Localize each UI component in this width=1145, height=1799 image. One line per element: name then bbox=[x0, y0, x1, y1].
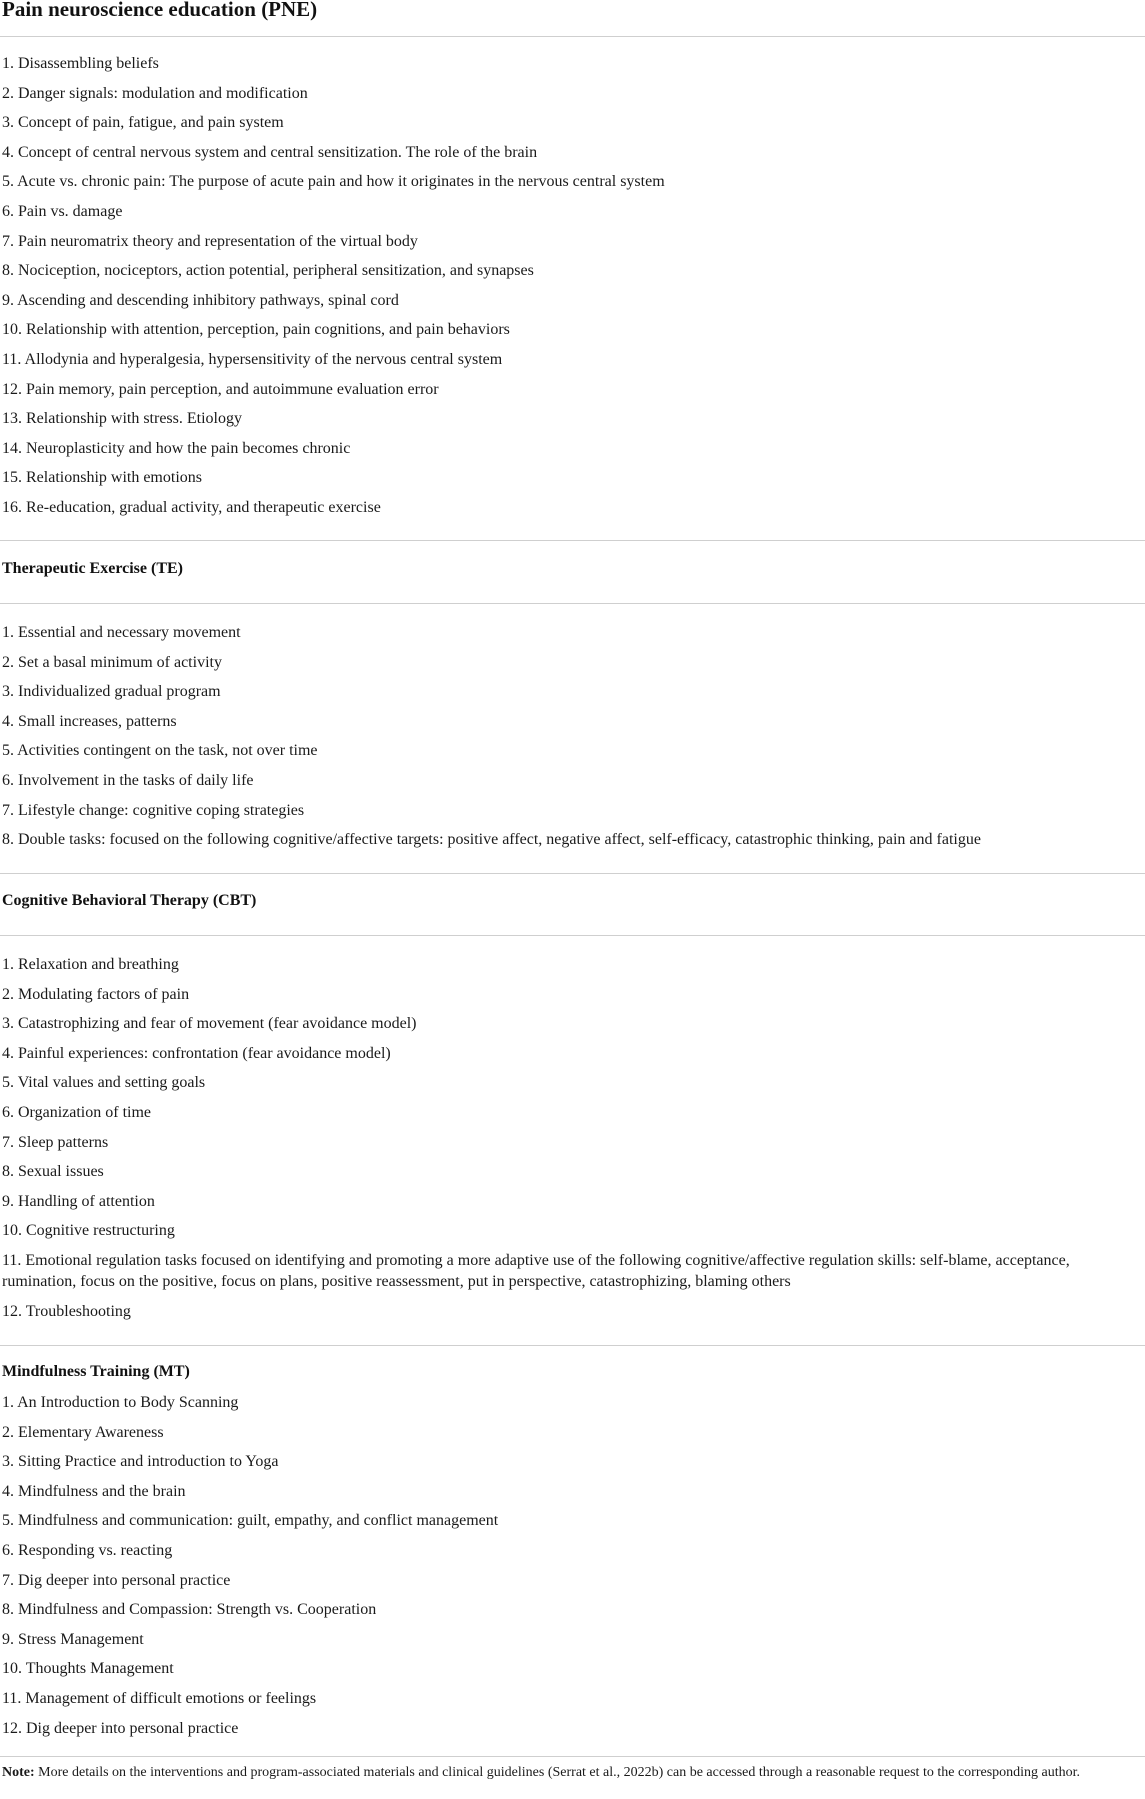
list-item: 2. Elementary Awareness bbox=[2, 1424, 164, 1441]
list-item: 2. Danger signals: modulation and modification bbox=[2, 85, 308, 102]
list-item: 10. Thoughts Management bbox=[2, 1660, 174, 1677]
list-item: 13. Relationship with stress. Etiology bbox=[2, 410, 242, 427]
list-item: 1. An Introduction to Body Scanning bbox=[2, 1394, 239, 1411]
list-item: 2. Set a basal minimum of activity bbox=[2, 654, 222, 671]
list-item: 7. Dig deeper into personal practice bbox=[2, 1572, 231, 1589]
list-item: 2. Modulating factors of pain bbox=[2, 986, 190, 1003]
list-item: 9. Handling of attention bbox=[2, 1193, 155, 1210]
list-item: 6. Organization of time bbox=[2, 1104, 151, 1121]
list-item: 6. Involvement in the tasks of daily life bbox=[2, 772, 254, 789]
section-divider bbox=[0, 1345, 1145, 1346]
list-item: 8. Mindfulness and Compassion: Strength vs. Cooperation bbox=[2, 1601, 377, 1618]
list-item: 9. Ascending and descending inhibitory pathways, spinal cord bbox=[2, 292, 399, 309]
list-item: 15. Relationship with emotions bbox=[2, 469, 202, 486]
list-item: 16. Re-education, gradual activity, and therapeutic exercise bbox=[2, 499, 381, 516]
list-item: 12. Dig deeper into personal practice bbox=[2, 1720, 239, 1737]
list-item: 4. Small increases, patterns bbox=[2, 713, 177, 730]
list-item: 12. Pain memory, pain perception, and autoimmune evaluation error bbox=[2, 381, 439, 398]
list-item: 8. Double tasks: focused on the following cognitive/affective targets: positive affect, negative affect, self-efficacy, catastrophic thinking, pain and fatigue bbox=[2, 831, 981, 848]
section-title-cbt: Cognitive Behavioral Therapy (CBT) bbox=[2, 892, 257, 909]
list-item: 7. Pain neuromatrix theory and representation of the virtual body bbox=[2, 233, 418, 250]
list-item: 6. Pain vs. damage bbox=[2, 203, 123, 220]
list-item: 5. Acute vs. chronic pain: The purpose of acute pain and how it originates in the nervous central system bbox=[2, 173, 665, 190]
list-item: 14. Neuroplasticity and how the pain becomes chronic bbox=[2, 440, 351, 457]
list-item: 3. Catastrophizing and fear of movement (fear avoidance model) bbox=[2, 1015, 417, 1032]
list-item: 10. Cognitive restructuring bbox=[2, 1222, 175, 1239]
list-item: 6. Responding vs. reacting bbox=[2, 1542, 173, 1559]
section-divider bbox=[0, 873, 1145, 874]
list-item: 3. Sitting Practice and introduction to Yoga bbox=[2, 1453, 279, 1470]
list-item: 5. Mindfulness and communication: guilt, empathy, and conflict management bbox=[2, 1512, 499, 1529]
list-item: 11. Allodynia and hyperalgesia, hypersensitivity of the nervous central system bbox=[2, 351, 503, 368]
list-item: 8. Sexual issues bbox=[2, 1163, 104, 1180]
note-label: Note: bbox=[2, 1765, 35, 1780]
list-item: 5. Activities contingent on the task, not over time bbox=[2, 742, 318, 759]
list-item: 3. Individualized gradual program bbox=[2, 683, 221, 700]
list-item: 4. Painful experiences: confrontation (fear avoidance model) bbox=[2, 1045, 391, 1062]
list-item: 10. Relationship with attention, perception, pain cognitions, and pain behaviors bbox=[2, 321, 510, 338]
section-divider bbox=[0, 540, 1145, 541]
section-divider bbox=[0, 36, 1145, 37]
note-text: More details on the interventions and program-associated materials and clinical guidelines (Serrat et al., 2022b) can be accessed through a reasonable request to the corresponding author. bbox=[38, 1765, 1081, 1780]
list-item: 1. Relaxation and breathing bbox=[2, 956, 179, 973]
list-item: 1. Essential and necessary movement bbox=[2, 624, 241, 641]
section-title-pne: Pain neuroscience education (PNE) bbox=[2, 0, 318, 21]
section-title-te: Therapeutic Exercise (TE) bbox=[2, 560, 184, 577]
list-item: 4. Concept of central nervous system and central sensitization. The role of the brain bbox=[2, 144, 538, 161]
list-item: 4. Mindfulness and the brain bbox=[2, 1483, 186, 1500]
list-item: 1. Disassembling beliefs bbox=[2, 55, 159, 72]
table-footnote bbox=[2, 1763, 1140, 1782]
list-item: 11. Emotional regulation tasks focused on identifying and promoting a more adaptive use of the following cognitive/affective regulation skills: self-blame, acceptance, rumination, focus on the positive, focus on plans, positive reassessment, put in perspective, catastrophizing, blaming others bbox=[2, 1252, 1070, 1290]
section-title-mt: Mindfulness Training (MT) bbox=[2, 1363, 190, 1380]
table-bottom-rule bbox=[0, 1756, 1145, 1757]
list-item: 8. Nociception, nociceptors, action potential, peripheral sensitization, and synapses bbox=[2, 262, 534, 279]
list-item: 12. Troubleshooting bbox=[2, 1303, 131, 1320]
list-item: 7. Sleep patterns bbox=[2, 1134, 109, 1151]
section-divider bbox=[0, 603, 1145, 604]
list-item: 7. Lifestyle change: cognitive coping strategies bbox=[2, 802, 305, 819]
list-item: 5. Vital values and setting goals bbox=[2, 1074, 206, 1091]
list-item: 11. Management of difficult emotions or feelings bbox=[2, 1690, 317, 1707]
list-item: 9. Stress Management bbox=[2, 1631, 144, 1648]
section-divider bbox=[0, 935, 1145, 936]
list-item: 3. Concept of pain, fatigue, and pain system bbox=[2, 114, 284, 131]
